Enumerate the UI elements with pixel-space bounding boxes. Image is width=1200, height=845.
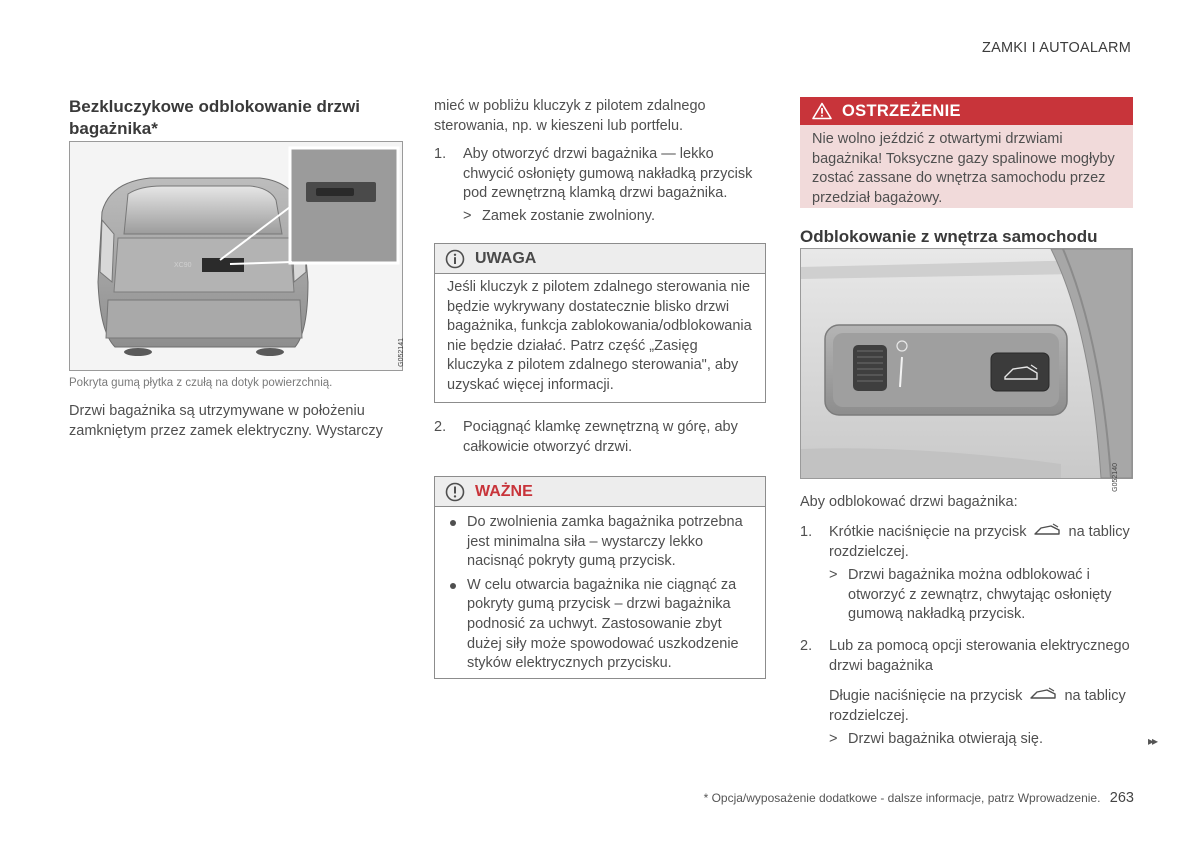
step-number: 1. [434, 146, 447, 162]
result-text: Drzwi bagażnika otwierają się. [848, 731, 1044, 748]
intro-paragraph: Drzwi bagażnika są utrzymywane w położeniu zamkniętym przez zamek elektryczny. Wystarczy [69, 403, 383, 439]
step-number: 2. [800, 637, 813, 654]
bullet-dot [450, 520, 456, 526]
important-title: WAŻNE [475, 482, 533, 500]
figure-code: G052140 [1112, 463, 1119, 492]
tailgate-icon [1029, 687, 1057, 701]
important-body [435, 507, 765, 688]
warning-triangle-icon [812, 102, 832, 120]
bullet-dot [450, 583, 456, 589]
step-number: 2. [434, 419, 447, 435]
tailgate-figure [69, 141, 403, 371]
important-header [435, 477, 765, 507]
footer-note: * Opcja/wyposażenie dodatkowe - dalsze informacje, patrz Wprowadzenie. [703, 791, 1101, 805]
section-heading-keyless: Bezkluczykowe odblokowanie drzwi bagażnika* [69, 97, 360, 138]
dashboard-illustration [801, 249, 1132, 478]
interior-intro: Aby odblokować drzwi bagażnika: [800, 494, 1018, 510]
result-marker: > [829, 567, 838, 584]
step-2 [434, 418, 766, 457]
step-1 [434, 145, 766, 204]
interior-step-2-result [800, 730, 1133, 750]
result-text: Drzwi bagażnika można odblokować i otworzyć z zewnątrz, chwytając osłonięty gumową nakładką przycisk. [848, 567, 1112, 623]
step-sub-b: na tablicy rozdzielczej. [829, 688, 1126, 724]
important-bullet-2 [447, 576, 753, 674]
footer [704, 790, 1134, 806]
note-box [434, 243, 766, 403]
interior-step-2 [800, 637, 1133, 676]
step-text-a: Krótkie naciśnięcie na przycisk [829, 524, 1027, 540]
continue-arrows-icon: ▸▸ [1148, 734, 1157, 748]
important-bullet-1 [447, 513, 753, 572]
warning-text: Nie wolno jeździć z otwartymi drzwiami bagażnika! Toksyczne gazy spalinowe mogłyby zostać zassane do wnętrza samochodu przez przedział bagażowy. [812, 131, 1115, 206]
step-sub-a: Długie naciśnięcie na przycisk [829, 688, 1023, 705]
step-text: Pociągnąć klamkę zewnętrzną w górę, aby całkowicie otworzyć drzwi. [463, 419, 738, 455]
intro-paragraph-cont: mieć w pobliżu kluczyk z pilotem zdalnego sterowania, np. w kieszeni lub portfelu. [434, 98, 706, 134]
result-marker: > [463, 207, 472, 224]
step-number: 1. [800, 524, 813, 540]
warning-header [800, 97, 1133, 125]
steps-list [434, 145, 766, 226]
info-icon [445, 249, 465, 269]
note-title: UWAGA [475, 249, 537, 267]
car-rear-illustration [70, 142, 402, 370]
figure-caption: Pokryta gumą płytka z czułą na dotyk powierzchnią. [69, 377, 333, 389]
section-heading-interior: Odblokowanie z wnętrza samochodu [800, 227, 1098, 246]
result-text: Zamek zostanie zwolniony. [482, 207, 656, 224]
bullet-text: Do zwolnienia zamka bagażnika potrzebna jest minimalna siła – wystarczy lekko nacisnąć pokryty gumą przycisk. [467, 514, 743, 570]
step-text: Lub za pomocą opcji sterowania elektrycznego drzwi bagażnika [829, 637, 1130, 674]
step-text-b: na tablicy rozdzielczej. [829, 524, 1130, 560]
steps-list-2 [434, 418, 766, 457]
interior-steps [800, 523, 1133, 750]
interior-step-1-result [800, 566, 1133, 625]
important-box [434, 476, 766, 679]
dashboard-figure [800, 248, 1133, 492]
note-text: Jeśli kluczyk z pilotem zdalnego sterowania nie będzie wykrywany dostatecznie blisko drzwi bagażnika, funkcja zablokowania/odblokowania nie będzie działać. Patrz część „Zasięg kluczyka z pilotem zdalnego sterowania", aby uzyskać więcej informacji. [447, 279, 752, 393]
result-marker: > [829, 731, 838, 748]
warning-title: OSTRZEŻENIE [842, 101, 961, 120]
note-header [435, 244, 765, 274]
tailgate-icon [1033, 523, 1061, 537]
interior-step-1 [800, 523, 1133, 562]
step-1-result [434, 207, 766, 227]
bullet-text: W celu otwarcia bagażnika nie ciągnąć za pokryty gumą przycisk – drzwi bagażnika podnosić za uchwyt. Zastosowanie zbyt dużej siły może spowodować uszkodzenie styków elektrycznych przycisku. [467, 576, 739, 672]
section-header: ZAMKI I AUTOALARM [982, 40, 1131, 56]
exclamation-icon [445, 482, 465, 502]
step-text: Aby otworzyć drzwi bagażnika — lekko chwycić osłonięty gumową nakładką przycisk pod zewnętrzną klamką drzwi bagażnika. [463, 146, 753, 202]
page-number: 263 [1109, 790, 1134, 806]
car-badge: XC90 [174, 262, 192, 269]
warning-box [800, 97, 1133, 208]
interior-step-2-sub [800, 687, 1133, 726]
figure-code: G052141 [398, 338, 405, 367]
